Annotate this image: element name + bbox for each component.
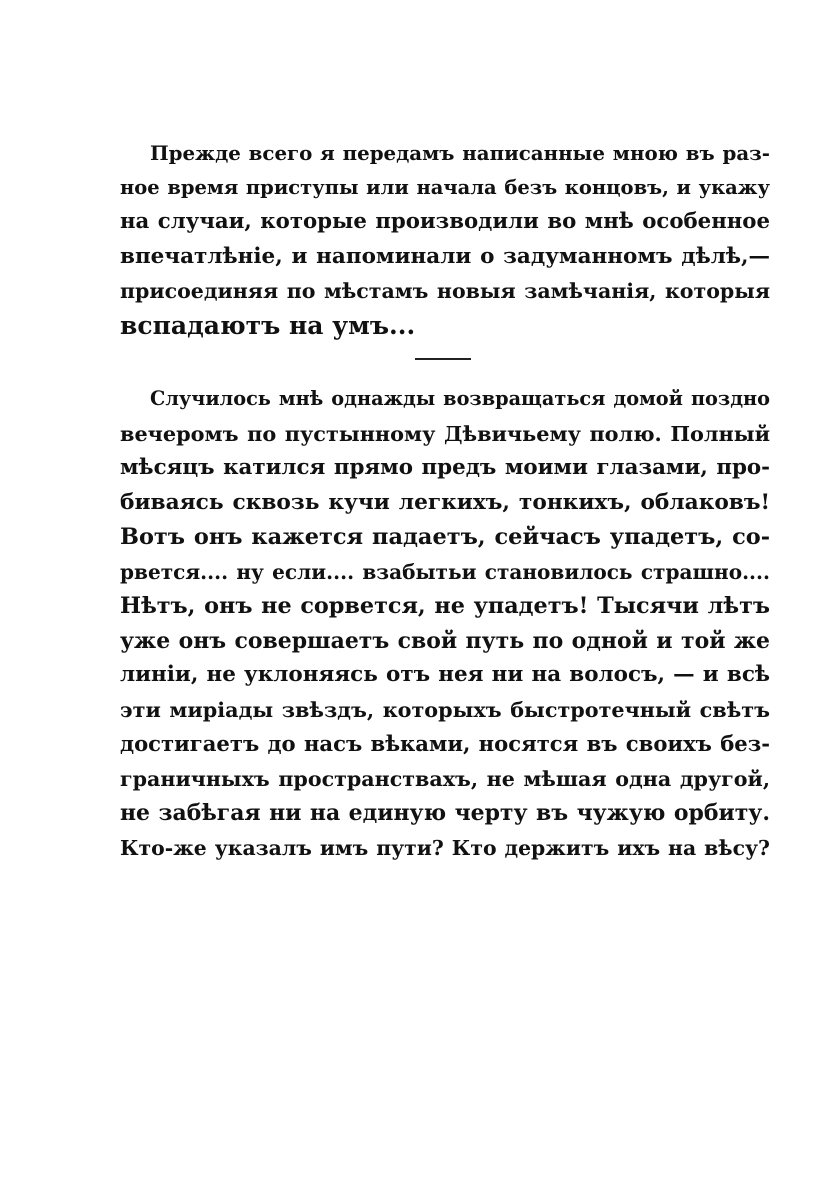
text-line: рвется.... ну если.... взабытьи становилось страшно.... [120,559,770,584]
text-line: вспадаютъ на умъ... [120,310,416,340]
text-line: присоединяя по мѣстамъ новыя замѣчанiя, которыя [120,279,770,303]
text-line: Прежде всего я передамъ написанные мною въ раз- [150,141,770,165]
text-line: впечатлѣнiе, и напоминали о задуманномъ дѣлѣ,— [120,243,770,269]
text-line: Случилось мнѣ однажды возвращаться домой поздно [150,387,770,410]
text-line: граничныхъ пространствахъ, не мѣшая одна другой, [120,766,770,791]
text-line: Кто-же указалъ имъ пути? Кто держитъ ихъ на вѣсу? [120,835,770,860]
text-line: Нѣтъ, онъ не сорвется, не упадетъ! Тысячи лѣтъ [120,593,770,619]
section-separator [415,358,471,360]
text-line: достигаетъ до насъ вѣками, носятся въ своихъ без- [120,731,770,756]
text-line: линiи, не уклоняясь отъ нея ни на волосъ, — и всѣ [120,662,770,687]
text-line: Вотъ онъ кажется падаетъ, сейчасъ упадетъ, со- [120,524,770,550]
text-line: биваясь сквозь кучи легкихъ, тонкихъ, облаковъ! [120,489,770,515]
text-line: эти мирiады звѣздъ, которыхъ быстротечный свѣтъ [120,697,770,722]
text-line: мѣсяцъ катился прямо предъ моими глазами, про- [120,455,770,480]
paragraph-intro [120,136,770,343]
text-line: на случаи, которые производили во мнѣ особенное [120,209,770,234]
text-line: не забѣгая ни на единую черту въ чужую орбиту. [120,800,770,826]
paragraph-moon [120,382,770,865]
text-line: уже онъ совершаетъ свой путь по одной и той же [120,627,770,654]
text-line: ное время приступы или начала безъ концовъ, и укажу [120,175,770,199]
text-line: вечеромъ по пустынному Дѣвичьему полю. Полный [120,420,770,446]
